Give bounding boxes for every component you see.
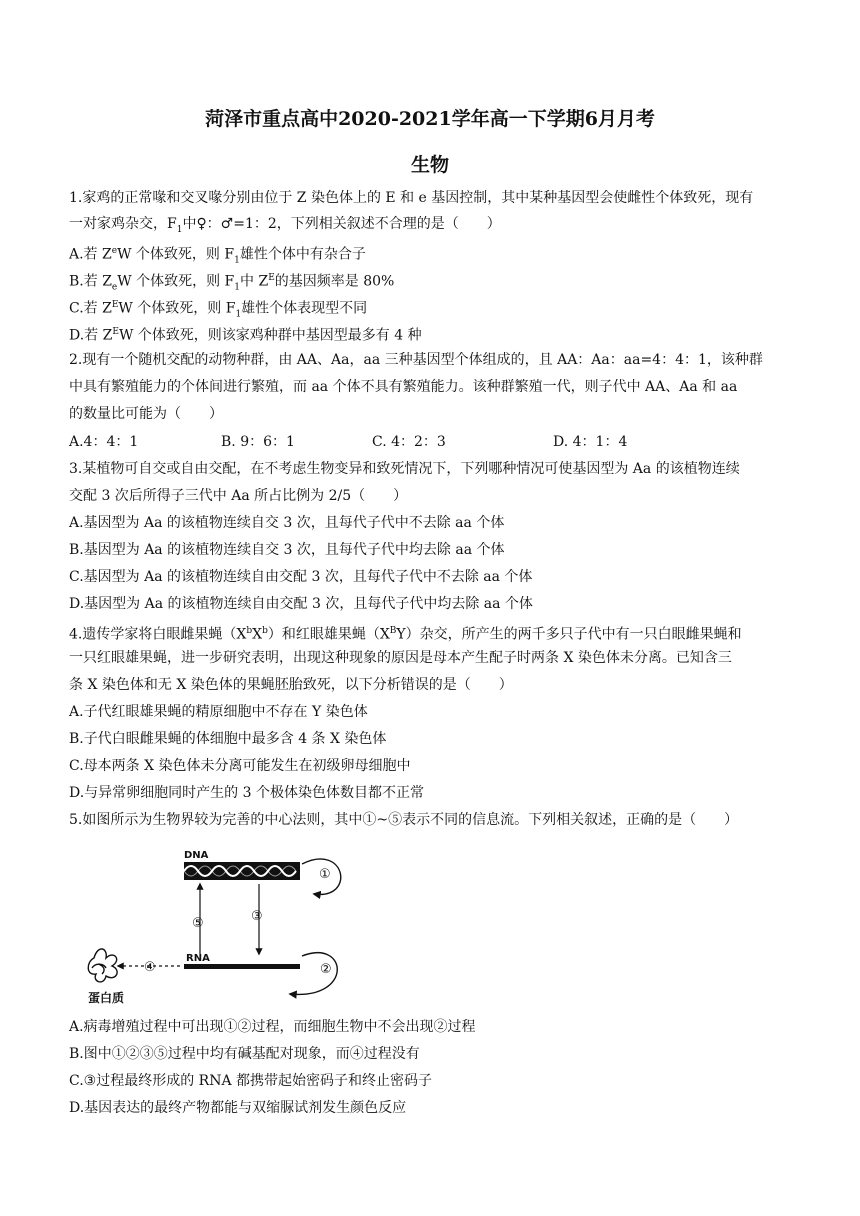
protein-label: 蛋白质 <box>88 991 125 1005</box>
process-4-label: ④ <box>144 960 156 975</box>
q3-stem-line-1: 3.某植物可自交或自由交配，在不考虑生物变异和致死情况下，下列哪种情况可使基因型为 Aa 的该植物连续 <box>69 461 740 477</box>
page-title: 菏泽市重点高中2020-2021学年高一下学期6月月考 <box>205 108 655 130</box>
process-1-label: ① <box>319 867 331 882</box>
q5-option-b: B.图中①②③⑤过程中均有碱基配对现象，而④过程没有 <box>69 1046 420 1062</box>
dna-label: DNA <box>184 850 209 861</box>
q3-stem-line-2: 交配 3 次后所得子三代中 Aa 所占比例为 2/5（ ） <box>69 488 408 504</box>
q3-option-b: B.基因型为 Aa 的该植物连续自交 3 次，且每代子代中均去除 aa 个体 <box>69 542 505 558</box>
protein-icon <box>88 949 117 982</box>
q1-stem-line-2: 一对家鸡杂交，$F_1$中♀：♂=1：2，下列相关叙述不合理的是（ ） <box>69 216 501 235</box>
q4-option-b: B.子代白眼雌果蝇的体细胞中最多含 4 条 X 染色体 <box>69 731 387 747</box>
q4-option-d: D.与异常卵细胞同时产生的 3 个极体染色体数目都不正常 <box>69 785 424 801</box>
q2-option-c: C. 4：2：3 <box>372 434 446 450</box>
q5-option-a: A.病毒增殖过程中可出现①②过程，而细胞生物中不会出现②过程 <box>69 1019 476 1035</box>
q2-option-b: B. 9：6：1 <box>221 434 295 450</box>
q5-option-c: C.③过程最终形成的 RNA 都携带起始密码子和终止密码子 <box>69 1073 433 1089</box>
q5-option-d: D.基因表达的最终产物都能与双缩脲试剂发生颜色反应 <box>69 1100 407 1116</box>
process-3-label: ③ <box>251 909 263 924</box>
q4-stem-line-1: 4.遗传学家将白眼雌果蝇$(X^bX^b)$和红眼雄果蝇$(X^BY)$杂交，所产生的两千多只子代中有一只白眼雌果蝇和 <box>69 626 742 643</box>
central-dogma-diagram <box>78 842 358 1010</box>
rna-strand <box>184 964 300 969</box>
q2-option-d: D. 4：1：4 <box>553 434 628 450</box>
dna-helix <box>184 862 300 880</box>
q2-stem-line-2: 中具有繁殖能力的个体间进行繁殖，而 aa 个体不具有繁殖能力。该种群繁殖一代，则子代中 AA、Aa 和 aa <box>69 379 738 395</box>
q1-option-d: D.若 $Z^EW$ 个体致死，则该家鸡种群中基因型最多有 4 种 <box>69 327 422 344</box>
q4-stem-line-2: 一只红眼雄果蝇，进一步研究表明，出现这种现象的原因是母本产生配子时两条 X 染色体未分离。已知含三 <box>69 650 732 666</box>
q3-option-a: A.基因型为 Aa 的该植物连续自交 3 次，且每代子代中不去除 aa 个体 <box>69 515 505 531</box>
q4-option-a: A.子代红眼雄果蝇的精原细胞中不存在 Y 染色体 <box>69 704 368 720</box>
q1-option-b: B.若 $Z_eW$ 个体致死，则 $F_1$中 $Z^E$的基因频率是 80% <box>69 273 395 293</box>
q1-stem-line-1: 1.家鸡的正常喙和交叉喙分别由位于 Z 染色体上的 E 和 e 基因控制，其中某种基因型会使雌性个体致死，现有 <box>69 190 754 206</box>
rna-label: RNA <box>186 953 210 964</box>
q2-stem-line-3: 的数量比可能为（ ） <box>69 406 223 422</box>
q1-option-c: C.若 $Z^EW$ 个体致死，则 $F_1$雄性个体表现型不同 <box>69 300 368 320</box>
process-2-label: ② <box>320 962 332 977</box>
q2-stem-line-1: 2.现有一个随机交配的动物种群，由 AA、Aa，aa 三种基因型个体组成的，且 AA：Aa：aa=4：4：1，该种群 <box>69 352 763 368</box>
process-5-label: ⑤ <box>192 916 204 931</box>
q3-option-d: D.基因型为 Aa 的该植物连续自由交配 3 次，且每代子代中均去除 aa 个体 <box>69 596 533 612</box>
q5-stem-line-1: 5.如图所示为生物界较为完善的中心法则，其中①~⑤表示不同的信息流。下列相关叙述，正确的是（ ） <box>69 812 739 828</box>
q2-option-a: A.4：4：1 <box>69 434 139 450</box>
q1-option-a: A.若 $Z^eW$ 个体致死，则 $F_1$雄性个体中有杂合子 <box>69 246 366 266</box>
q3-option-c: C.基因型为 Aa 的该植物连续自由交配 3 次，且每代子代中不去除 aa 个体 <box>69 569 533 585</box>
q4-option-c: C.母本两条 X 染色体未分离可能发生在初级卵母细胞中 <box>69 758 411 774</box>
q4-stem-line-3: 条 X 染色体和无 X 染色体的果蝇胚胎致死，以下分析错误的是（ ） <box>69 677 513 693</box>
subject-title: 生物 <box>410 154 449 176</box>
